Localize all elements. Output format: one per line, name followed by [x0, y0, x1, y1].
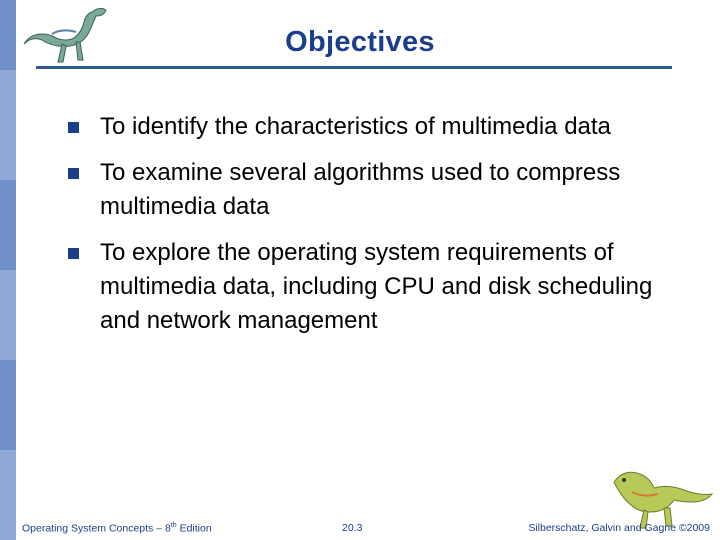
title-underline [36, 66, 672, 69]
bullet-text: To identify the characteristics of multimedia data [100, 113, 611, 140]
footer-book-prefix: Operating System Concepts – 8 [22, 522, 171, 535]
sidebar-segment [0, 180, 16, 270]
objectives-list [68, 110, 688, 350]
slide-title: Objectives [285, 26, 435, 58]
square-bullet-icon [68, 168, 79, 179]
footer-book-suffix: Edition [176, 522, 212, 535]
footer-copyright: Silberschatz, Galvin and Gagne ©2009 [528, 522, 710, 534]
footer-page-number: 20.3 [342, 522, 363, 534]
left-sidebar-strip [0, 0, 16, 540]
sidebar-segment [0, 360, 16, 450]
list-item [68, 236, 688, 338]
bullet-text: To examine several algorithms used to compress multimedia data [100, 159, 621, 220]
list-item [68, 110, 688, 144]
bullet-text: To explore the operating system requirements of multimedia data, including CPU and disk scheduling and network management [100, 239, 653, 334]
footer-book-superscript: th [170, 522, 177, 529]
square-bullet-icon [68, 248, 79, 259]
footer-book-title [22, 522, 212, 535]
square-bullet-icon [68, 122, 79, 133]
list-item [68, 156, 688, 224]
